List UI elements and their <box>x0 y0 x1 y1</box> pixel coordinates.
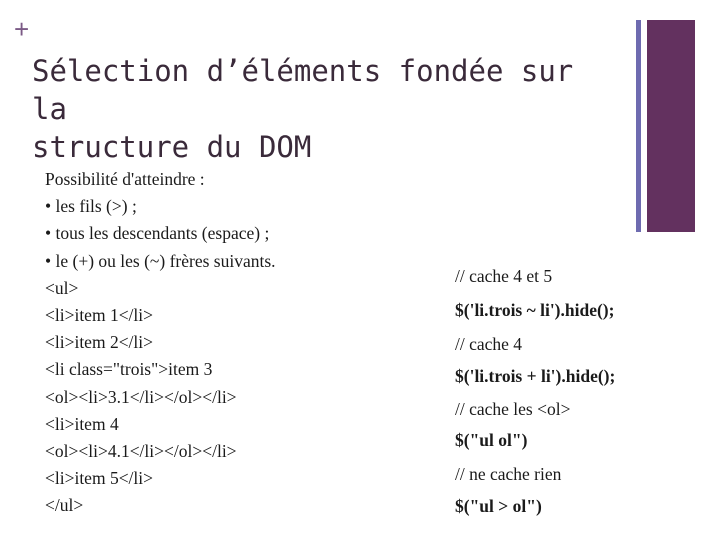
comment-line: // cache 4 <box>455 334 523 354</box>
jquery-code-line: $("ul > ol") <box>455 496 542 516</box>
code-line: <ol><li>4.1</li></ol></li> <box>45 441 237 462</box>
code-line: <li>item 5</li> <box>45 468 154 489</box>
code-line: </ul> <box>45 495 84 516</box>
slide-title <box>32 52 622 166</box>
title-line-2: structure du DOM <box>32 130 312 164</box>
code-line: <li>item 4 <box>45 413 119 434</box>
jquery-code-line: $('li.trois + li').hide(); <box>455 366 616 386</box>
comment-line: // cache les <ol> <box>455 399 571 419</box>
jquery-code-line: $("ul ol") <box>455 430 528 450</box>
accent-bar-thick <box>647 20 695 232</box>
comment-line: // ne cache rien <box>455 464 562 484</box>
title-line-1: Sélection d’éléments fondée sur la <box>32 54 574 126</box>
text-line: • tous les descendants (espace) ; <box>45 223 270 244</box>
code-line: <ul> <box>45 277 79 298</box>
code-line: <li>item 1</li> <box>45 305 154 326</box>
code-line: <li class="trois">item 3 <box>45 359 213 380</box>
comment-line: // cache 4 et 5 <box>455 266 553 286</box>
accent-bar-thin <box>636 20 641 232</box>
text-line: • les fils (>) ; <box>45 196 137 217</box>
code-line: <ol><li>3.1</li></ol></li> <box>45 386 237 407</box>
text-line: • le (+) ou les (~) frères suivants. <box>45 250 276 271</box>
text-line: Possibilité d'atteindre : <box>45 169 205 189</box>
code-line: <li>item 2</li> <box>45 332 154 353</box>
dom-structure-text <box>45 166 276 520</box>
plus-icon: + <box>14 14 30 44</box>
jquery-code-line: $('li.trois ~ li').hide(); <box>455 300 615 320</box>
